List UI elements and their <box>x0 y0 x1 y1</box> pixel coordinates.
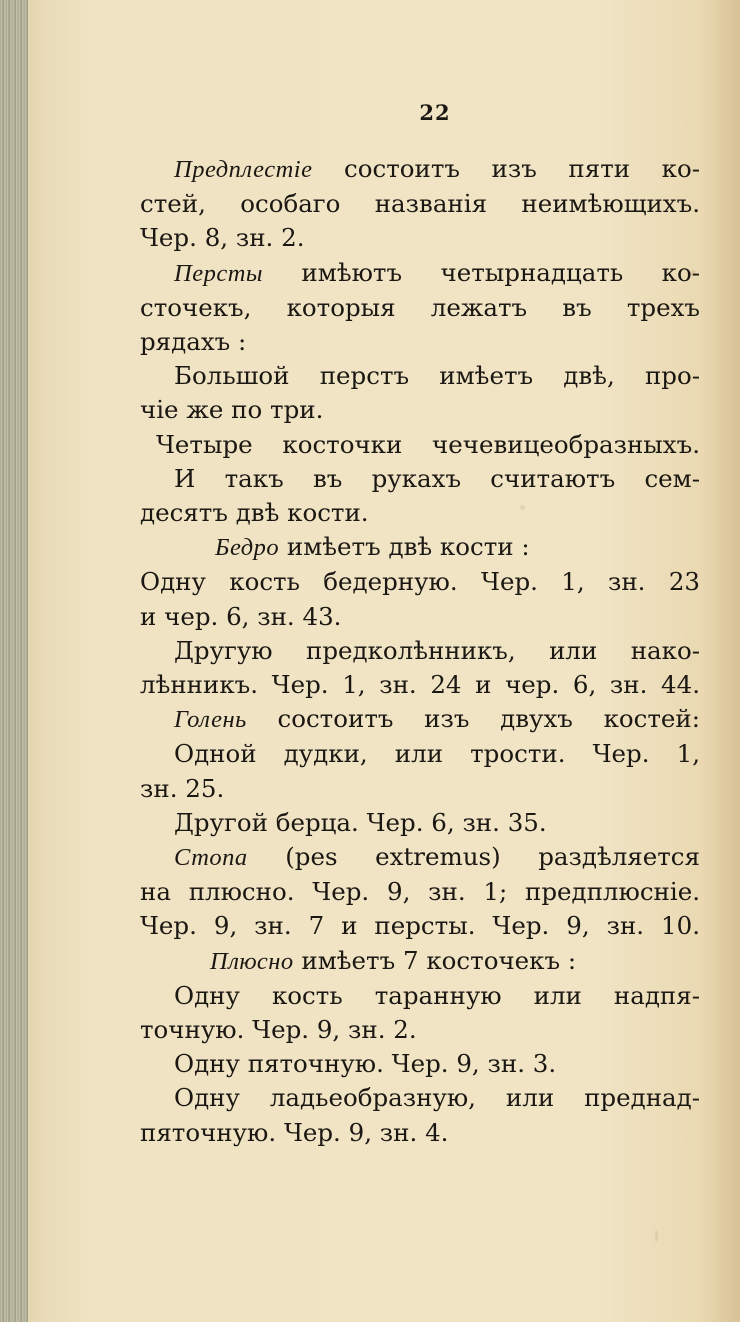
text-span: лѣнникъ. Чер. 1, зн. 24 и чер. 6, зн. 44. <box>140 670 700 700</box>
section-heading: Плюсно <box>210 947 294 975</box>
page-text <box>140 152 700 1150</box>
text-span: Другую предколѣнникъ, или нако- <box>174 635 700 665</box>
text-line <box>140 840 700 875</box>
section-heading: Стопа <box>174 844 248 872</box>
text-span: имѣютъ четырнадцать ко- <box>262 257 700 287</box>
text-line <box>140 428 700 462</box>
text-line <box>140 462 700 496</box>
text-span: Одной дудки, или трости. Чер. 1, <box>174 739 700 769</box>
text-line <box>140 1013 700 1047</box>
section-heading: Голень <box>174 706 247 734</box>
text-span: стей, особаго названія неимѣющихъ. <box>140 189 700 219</box>
text-span: точную. Чер. 9, зн. 2. <box>140 1015 417 1045</box>
text-line <box>140 702 700 737</box>
text-span: чіе же по три. <box>140 395 324 425</box>
text-line <box>140 393 700 427</box>
text-line <box>140 668 700 702</box>
text-line <box>140 187 700 221</box>
text-span: десятъ двѣ кости. <box>140 498 369 528</box>
text-line <box>140 325 700 359</box>
text-span: сточекъ, которыя лежатъ въ трехъ <box>140 292 700 322</box>
paper-spot <box>655 1230 658 1242</box>
text-span: и чер. 6, зн. 43. <box>140 601 342 631</box>
book-binding-edge <box>0 0 28 1322</box>
text-span: рядахъ : <box>140 327 247 357</box>
text-line <box>140 359 700 393</box>
text-span: Одну кость бедерную. Чер. 1, зн. 23 <box>140 567 700 597</box>
text-line <box>140 634 700 668</box>
text-span: состоитъ изъ пяти ко- <box>312 154 700 183</box>
text-line <box>140 496 700 530</box>
text-line <box>140 944 700 979</box>
text-line <box>140 565 700 599</box>
text-span: имѣетъ 7 косточекъ : <box>293 945 577 975</box>
text-line <box>140 600 700 634</box>
text-span: Чер. 8, зн. 2. <box>140 223 305 253</box>
text-line <box>140 1081 700 1115</box>
text-span: Большой перстъ имѣетъ двѣ, про- <box>174 361 700 391</box>
text-span: зн. 25. <box>140 773 225 803</box>
text-span: состоитъ изъ двухъ костей: <box>246 704 700 734</box>
section-heading: Персты <box>174 259 263 287</box>
text-span: Другой берца. Чер. 6, зн. 35. <box>174 807 547 837</box>
text-line <box>140 909 700 943</box>
text-span: Одну пяточную. Чер. 9, зн. 3. <box>174 1049 557 1079</box>
text-line <box>140 256 700 291</box>
text-span: Одну ладьеобразную, или преднад- <box>174 1083 700 1113</box>
text-line <box>140 1047 700 1081</box>
text-span: Чер. 9, зн. 7 и персты. Чер. 9, зн. 10. <box>140 911 700 941</box>
section-heading: Предплестіе <box>174 156 313 183</box>
text-span: пяточную. Чер. 9, зн. 4. <box>140 1117 449 1147</box>
text-line <box>140 530 700 565</box>
text-span: (pes extremus) раздѣляется <box>247 842 700 872</box>
text-span: И такъ въ рукахъ считаютъ сем- <box>174 463 700 493</box>
page-number: 22 <box>419 100 451 125</box>
text-line <box>140 772 700 806</box>
text-line <box>140 737 700 771</box>
text-span: Четыре косточки чечевицеобразныхъ. <box>156 429 700 459</box>
text-line <box>140 875 700 909</box>
text-line <box>140 1116 700 1150</box>
text-line <box>140 152 700 187</box>
section-heading: Бедро <box>215 534 280 562</box>
text-span: на плюсно. Чер. 9, зн. 1; предплюсніе. <box>140 877 700 907</box>
text-line <box>140 221 700 255</box>
text-line <box>140 806 700 840</box>
text-line <box>140 979 700 1013</box>
text-line <box>140 291 700 325</box>
text-span: имѣетъ двѣ кости : <box>279 532 530 562</box>
text-span: Одну кость таранную или надпя- <box>174 980 700 1010</box>
